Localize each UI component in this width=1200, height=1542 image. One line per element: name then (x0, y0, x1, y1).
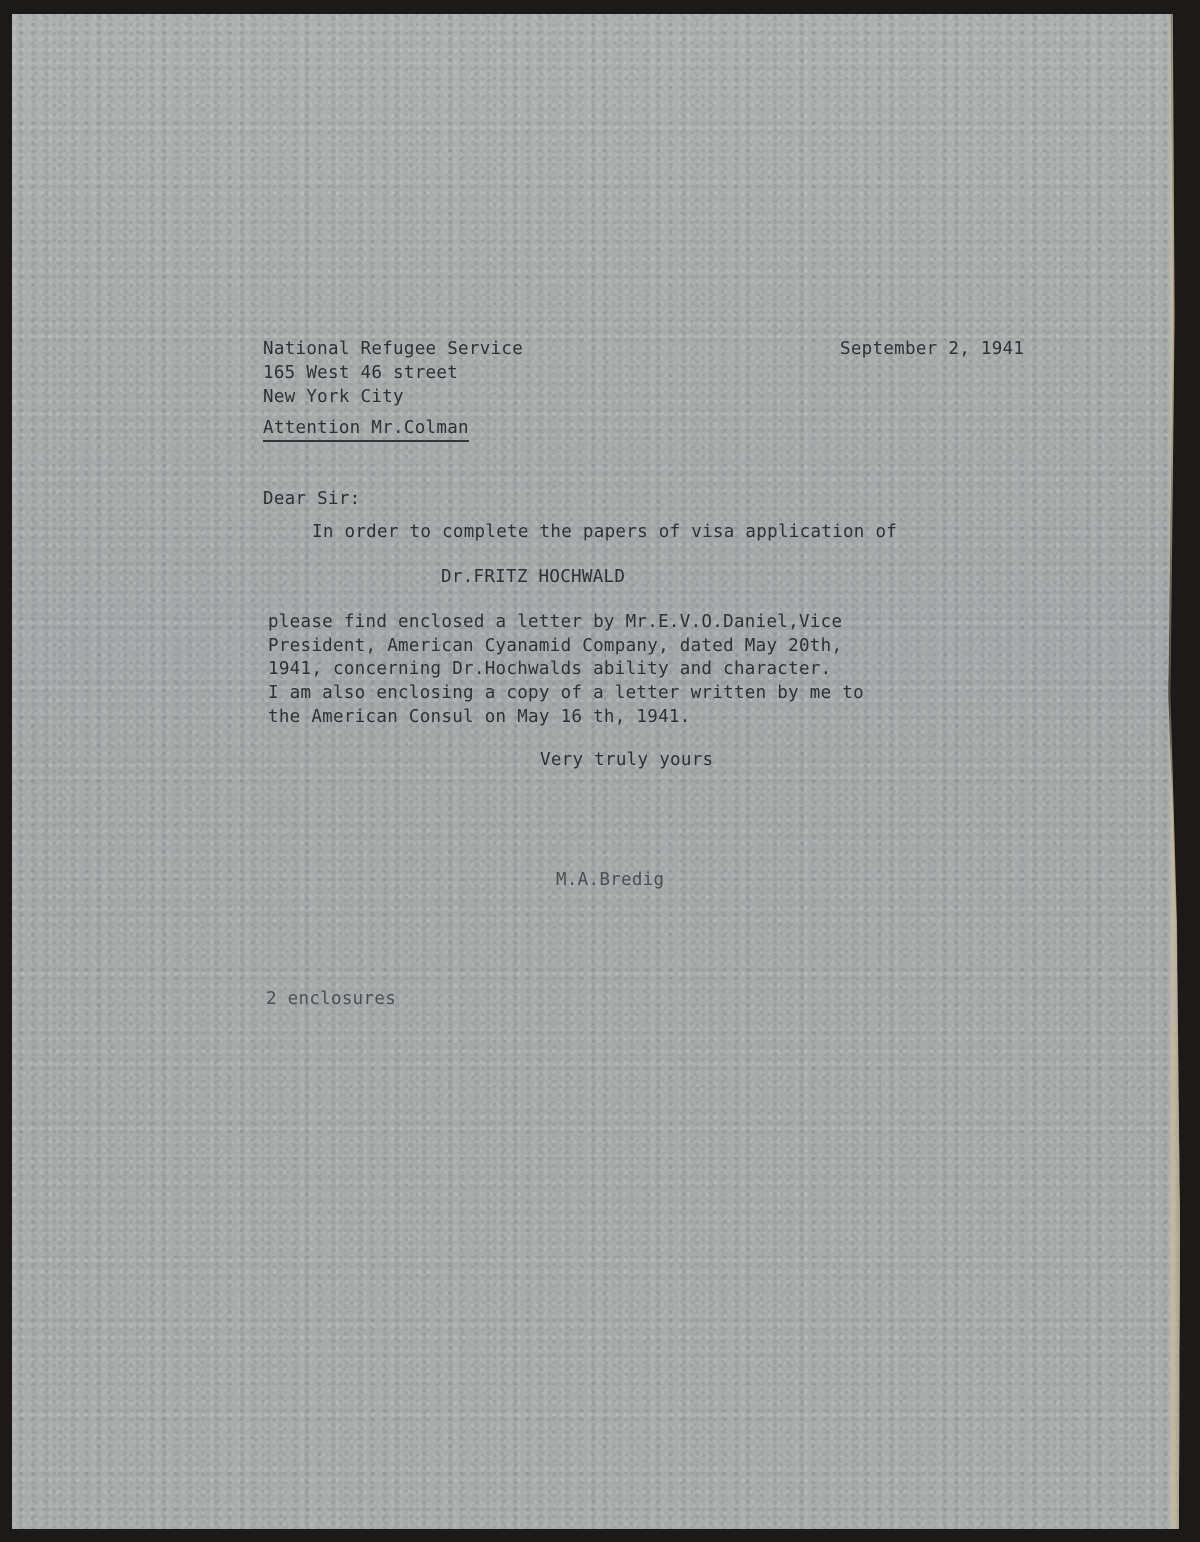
paper-sheet (12, 14, 1180, 1529)
body-line-5: I am also enclosing a copy of a letter written by me to (268, 683, 864, 703)
closing: Very truly yours (540, 750, 714, 770)
body-line-2: please find enclosed a letter by Mr.E.V.O.Daniel,Vice (268, 612, 843, 632)
body-line-3: President, American Cyanamid Company, dated May 20th, (268, 636, 843, 656)
body-line-6: the American Consul on May 16 th, 1941. (268, 707, 691, 727)
recipient-line-3: New York City (263, 387, 404, 407)
letter-date: September 2, 1941 (840, 339, 1025, 359)
paper-edge (1168, 14, 1180, 1529)
enclosures-note: 2 enclosures (266, 989, 397, 1009)
recipient-line-1: National Refugee Service (263, 339, 524, 359)
attention-line: Attention Mr.Colman (263, 420, 469, 442)
recipient-line-2: 165 West 46 street (263, 363, 459, 383)
body-line-4: 1941, concerning Dr.Hochwalds ability and character. (268, 659, 832, 679)
salutation: Dear Sir: (263, 489, 361, 509)
signature: M.A.Bredig (556, 870, 665, 890)
subject-name: Dr.FRITZ HOCHWALD (441, 567, 626, 587)
body-line-1: In order to complete the papers of visa application of (312, 522, 898, 542)
